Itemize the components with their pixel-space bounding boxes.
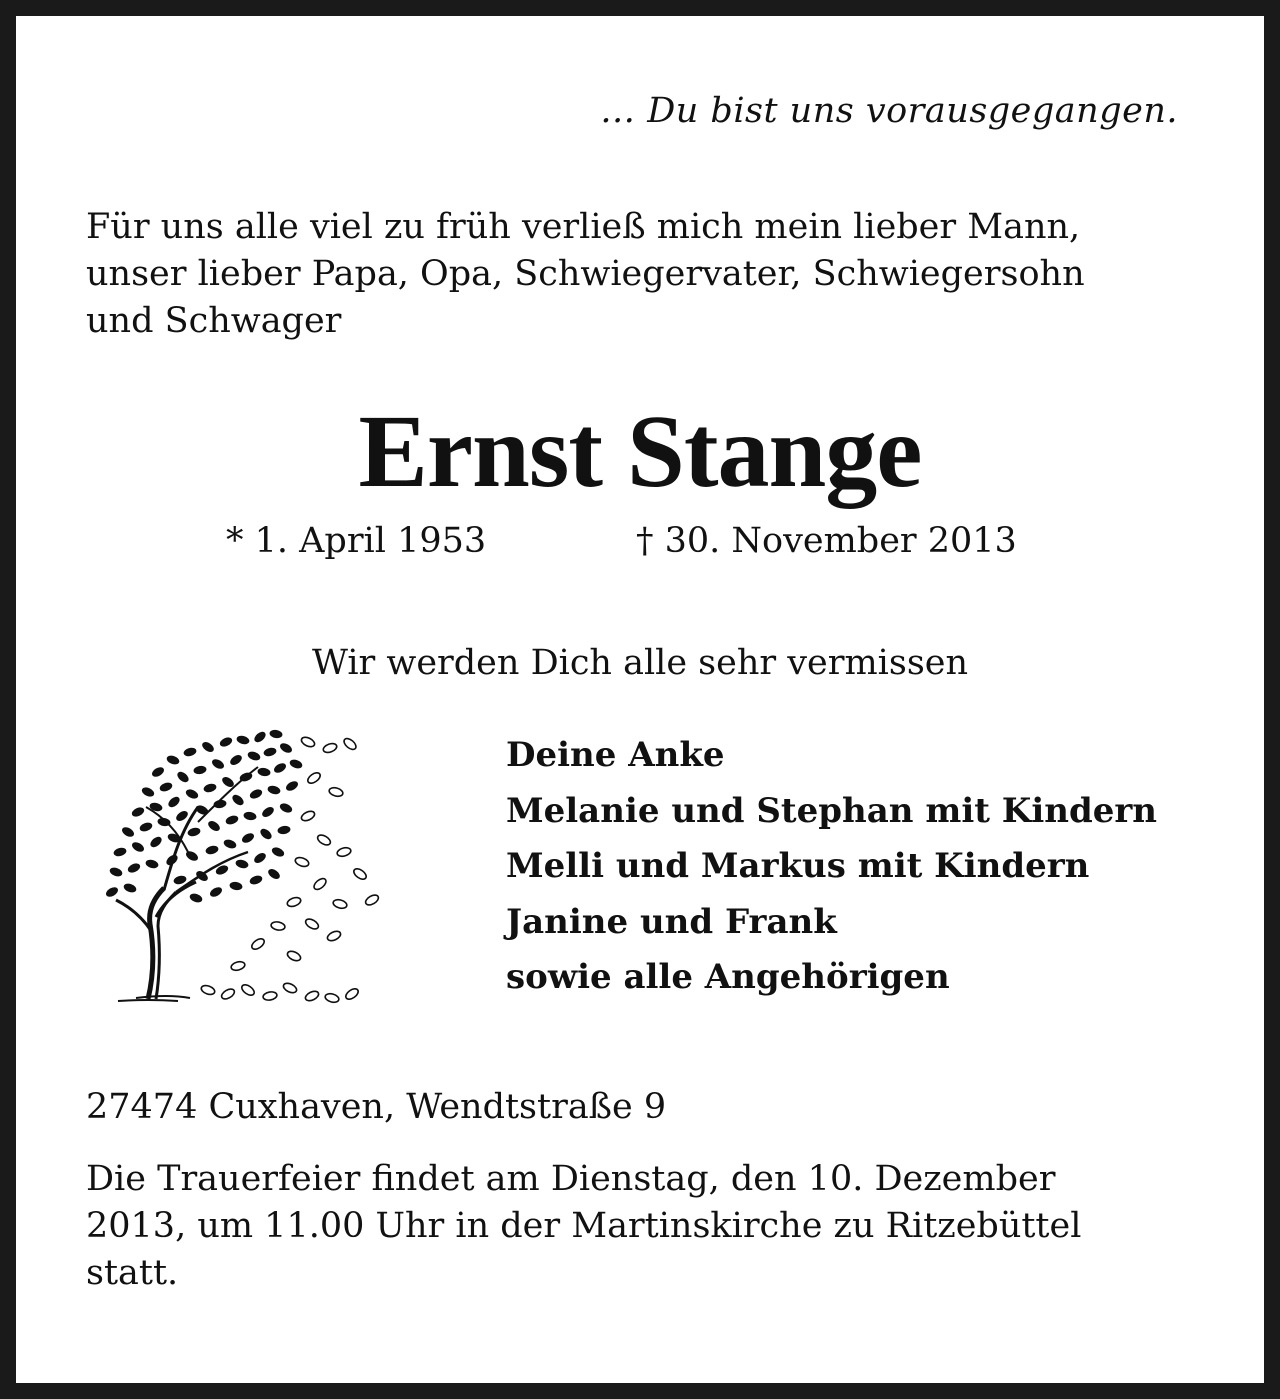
tree-with-falling-leaves-icon (98, 712, 388, 1012)
deceased-name: Ernst Stange (358, 394, 922, 509)
intro-text (86, 204, 1226, 345)
service-line: statt. (86, 1253, 179, 1293)
intro-line: und Schwager (86, 301, 342, 341)
death-date: † 30. November 2013 (636, 521, 1017, 561)
service-line: 2013, um 11.00 Uhr in der Martinskirche zu Ritzebüttel (86, 1206, 1082, 1246)
obituary-notice (16, 16, 1264, 1383)
intro-line: Für uns alle viel zu früh verließ mich mein lieber Mann, (86, 207, 1081, 247)
family-member: sowie alle Angehörigen (506, 957, 950, 997)
address: 27474 Cuxhaven, Wendtstraße 9 (86, 1087, 667, 1127)
family-list (506, 728, 1157, 1006)
birth-date: * 1. April 1953 (226, 521, 487, 561)
opening-quote: … Du bist uns vorausgegangen. (600, 91, 1178, 131)
intro-line: unser lieber Papa, Opa, Schwiegervater, Schwiegersohn (86, 254, 1085, 294)
service-line: Die Trauerfeier findet am Dienstag, den 10. Dezember (86, 1159, 1056, 1199)
service-info (86, 1156, 1226, 1297)
family-member: Deine Anke (506, 735, 725, 775)
family-member: Melli und Markus mit Kindern (506, 846, 1090, 886)
family-member: Melanie und Stephan mit Kindern (506, 790, 1157, 831)
family-member: Janine und Frank (506, 901, 837, 942)
miss-line: Wir werden Dich alle sehr vermissen (311, 643, 969, 683)
